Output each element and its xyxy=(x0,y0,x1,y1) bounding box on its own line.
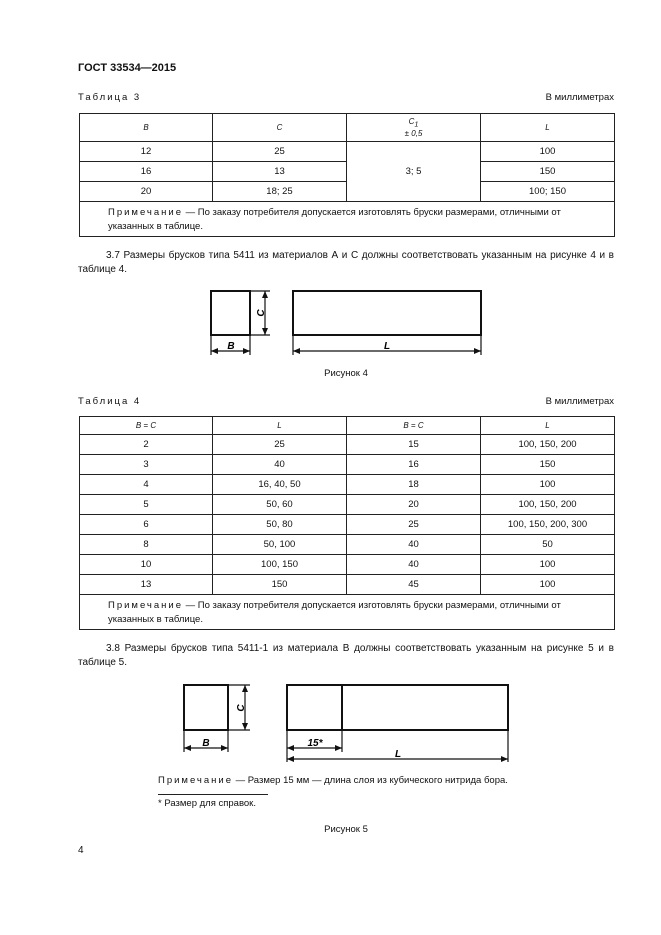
figure4-caption: Рисунок 4 xyxy=(324,368,368,379)
figure4-drawing xyxy=(200,285,490,360)
c1-tolerance: ± 0,5 xyxy=(404,128,423,138)
table4 xyxy=(79,416,615,630)
footnote-rule xyxy=(158,794,268,795)
table-row xyxy=(80,455,615,475)
note-text: — По заказу потребителя допускается изготовлять бруски размерами, отличными от указанных в таблице. xyxy=(108,600,561,625)
table-cell: 100, 150, 200 xyxy=(481,495,615,515)
table-row xyxy=(80,575,615,595)
note-label: Примечание xyxy=(108,207,183,218)
table-cell: 4 xyxy=(80,475,213,495)
table3-note xyxy=(80,202,615,237)
figure4-label-b: B xyxy=(227,341,235,352)
table3-units: В миллиметрах xyxy=(545,92,614,103)
table3-header-c: C xyxy=(213,114,347,142)
c1-symbol: C xyxy=(408,117,415,127)
table4-header-bc: B = C xyxy=(347,417,481,435)
paragraph-3-8: 3.8 Размеры брусков типа 5411-1 из материала В должны соответствовать указанным на рисунке 5 и в таблице 5. xyxy=(78,643,614,668)
table-cell: 100 xyxy=(481,575,615,595)
table4-caption: Таблица 4 xyxy=(78,396,142,407)
table-row xyxy=(80,142,615,162)
note-label: Примечание xyxy=(158,775,233,786)
table3-caption: Таблица 3 xyxy=(78,92,142,103)
table-cell: 13 xyxy=(80,575,213,595)
table3-header-b: B xyxy=(80,114,213,142)
document-header: ГОСТ 33534—2015 xyxy=(78,62,177,74)
table-cell: 50 xyxy=(481,535,615,555)
table-cell: 150 xyxy=(481,455,615,475)
table-cell: 40 xyxy=(213,455,347,475)
table-cell: 100 xyxy=(481,555,615,575)
table-row xyxy=(80,435,615,455)
figure5-drawing xyxy=(175,678,520,763)
table-row xyxy=(80,495,615,515)
table4-header-l: L xyxy=(481,417,615,435)
table4-header-bc: B = C xyxy=(80,417,213,435)
table4-header-l: L xyxy=(213,417,347,435)
figure4-label-l: L xyxy=(383,341,391,352)
table-cell: 150 xyxy=(213,575,347,595)
table-cell: 18; 25 xyxy=(213,182,347,202)
table-cell: 100, 150, 200, 300 xyxy=(481,515,615,535)
page-number: 4 xyxy=(78,845,84,856)
table-cell: 40 xyxy=(347,555,481,575)
table-cell: 50, 60 xyxy=(213,495,347,515)
table3-c1-value: 3; 5 xyxy=(347,142,481,202)
c1-subscript: 1 xyxy=(414,121,419,129)
table-row xyxy=(80,555,615,575)
table-cell: 100, 150 xyxy=(213,555,347,575)
note-text: — Размер 15 мм — длина слоя из кубического нитрида бора. xyxy=(233,775,508,786)
table-cell: 20 xyxy=(347,495,481,515)
table-cell: 2 xyxy=(80,435,213,455)
table-cell: 3 xyxy=(80,455,213,475)
table-cell: 45 xyxy=(347,575,481,595)
paragraph-3-7: 3.7 Размеры брусков типа 5411 из материалов А и С должны соответствовать указанным на рисунке 4 и в таблице 4. xyxy=(78,250,614,275)
table-cell: 20 xyxy=(80,182,213,202)
figure5-label-b: B xyxy=(202,738,210,749)
table-cell: 150 xyxy=(481,162,615,182)
table-cell: 25 xyxy=(213,435,347,455)
table-cell: 8 xyxy=(80,535,213,555)
table-cell: 16, 40, 50 xyxy=(213,475,347,495)
figure5-caption: Рисунок 5 xyxy=(324,824,368,835)
table-cell: 5 xyxy=(80,495,213,515)
table4-units: В миллиметрах xyxy=(545,396,614,407)
table-row xyxy=(80,535,615,555)
table-cell: 16 xyxy=(80,162,213,182)
table-cell: 25 xyxy=(347,515,481,535)
table-cell: 15 xyxy=(347,435,481,455)
note-text: — По заказу потребителя допускается изготовлять бруски размерами, отличными от указанных в таблице. xyxy=(108,207,561,232)
footnote: * Размер для справок. xyxy=(158,798,256,809)
table-cell: 100, 150, 200 xyxy=(481,435,615,455)
table3-header-c1 xyxy=(347,114,481,142)
table-cell: 12 xyxy=(80,142,213,162)
figure5-label-c: C xyxy=(236,704,247,712)
table-cell: 100 xyxy=(481,475,615,495)
table-cell: 10 xyxy=(80,555,213,575)
table-cell: 100 xyxy=(481,142,615,162)
figure5-label-l: L xyxy=(394,749,402,760)
table-cell: 50, 80 xyxy=(213,515,347,535)
table-cell: 18 xyxy=(347,475,481,495)
table-row xyxy=(80,475,615,495)
table-cell: 50, 100 xyxy=(213,535,347,555)
table-cell: 25 xyxy=(213,142,347,162)
table4-note xyxy=(80,595,615,630)
table-cell: 13 xyxy=(213,162,347,182)
table-cell: 16 xyxy=(347,455,481,475)
figure5-label-15: 15* xyxy=(307,738,323,749)
table-cell: 6 xyxy=(80,515,213,535)
table-row xyxy=(80,515,615,535)
figure4-label-c: C xyxy=(256,309,267,317)
table-cell: 40 xyxy=(347,535,481,555)
note-label: Примечание xyxy=(108,600,183,611)
table3 xyxy=(79,113,615,237)
table3-header-l: L xyxy=(481,114,615,142)
table-cell: 100; 150 xyxy=(481,182,615,202)
figure5-note xyxy=(158,775,508,786)
